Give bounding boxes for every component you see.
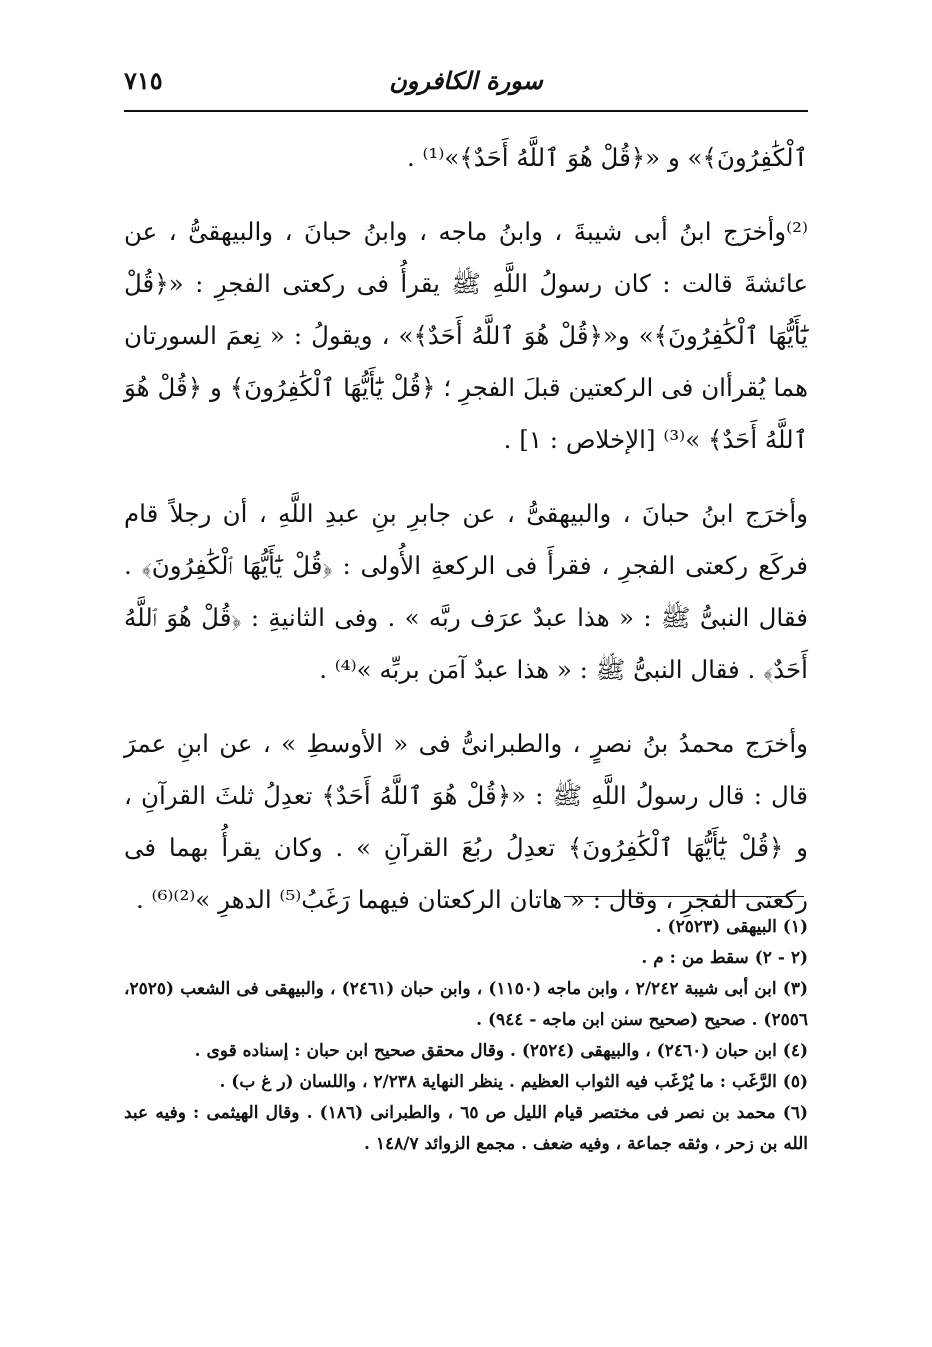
paragraph-3: وأخرَج ابنُ حبانَ ، والبيهقىُّ ، عن جابرِ بنِ عبدِ اللَّهِ ، أن رجلاً قام فركَع ركعتى الفجرِ ، فقرأَ فى الركعةِ الأُولى : ﴿قُلْ يَٰٓأَيُّهَا ٱلْكَٰفِرُونَ﴾ . فقال النبىُّ ﷺ : « هذا عبدٌ عرَف ربَّه » . وفى الثانيةِ : ﴿قُلْ هُوَ ٱللَّهُ أَحَدٌ﴾ . فقال النبىُّ ﷺ : « هذا عبدٌ آمَن بربِّه »⁽⁴⁾ . xyxy=(124,499,808,684)
paragraph-4: وأخرَج محمدُ بنُ نصرٍ ، والطبرانىُّ فى « الأوسطِ » ، عن ابنِ عمرَ قال : قال رسولُ اللَّهِ ﷺ : «﴿قُلْ هُوَ ٱللَّهُ أَحَدٌ﴾ تعدِلُ ثلثَ القرآنِ ، و ﴿قُلْ يَٰٓأَيُّهَا ٱلْكَٰفِرُونَ﴾ تعدِلُ ربُعَ القرآنِ » . وكان يقرأُ بهما فى ركعتى الفجرِ ، وقال : « هاتان الركعتان فيهما رَغَبُ⁽⁵⁾ الدهرِ »⁽²⁾⁽⁶⁾ . xyxy=(124,729,808,914)
footnote-3: (٣) ابن أبى شيبة ٢/٢٤٢ ، وابن ماجه (١١٥٠) ، وابن حبان (٢٤٦١) ، والبيهقى فى الشعب (٢٥٢٥، ٢٥٥٦) . صحيح (صحيح سنن ابن ماجه - ٩٤٤) . xyxy=(124,979,809,1030)
footnotes xyxy=(124,912,808,1160)
footnote-5: (٥) الرَّغَب : ما يُرْغَب فيه الثواب العظيم . ينظر النهاية ٢/٢٣٨ ، واللسان (ر غ ب) . xyxy=(219,1072,808,1092)
header-divider xyxy=(124,110,808,112)
main-text xyxy=(124,132,808,948)
footnote-2: (٢ - ٢) سقط من : م . xyxy=(641,948,808,968)
surah-title: سورة الكافرون xyxy=(389,66,543,95)
page-number: ٧١٥ xyxy=(124,66,163,95)
footnote-4: (٤) ابن حبان (٢٤٦٠) ، والبيهقى (٢٥٢٤) . وقال محقق صحيح ابن حبان : إسناده قوى . xyxy=(194,1041,808,1061)
page-header xyxy=(124,62,808,106)
paragraph-2: ⁽²⁾وأخرَج ابنُ أبى شيبةَ ، وابنُ ماجه ، وابنُ حبانَ ، والبيهقىُّ ، عن عائشةَ قالت : كان رسولُ اللَّهِ ﷺ يقرأُ فى ركعتى الفجرِ : «﴿قُلْ يَٰٓأَيُّهَا ٱلْكَٰفِرُونَ﴾» و«﴿قُلْ هُوَ ٱللَّهُ أَحَدٌ﴾» ، ويقولُ : « نِعمَ السورتان هما يُقرأان فى الركعتين قبلَ الفجرِ ؛ ﴿قُلْ يَٰٓأَيُّهَا ٱلْكَٰفِرُونَ﴾ و ﴿قُلْ هُوَ ٱللَّهُ أَحَدٌ﴾ »⁽³⁾ [الإخلاص : ١] . xyxy=(124,217,808,454)
footnote-1: (١) البيهقى (٢٥٢٣) . xyxy=(655,917,808,937)
footnote-6: (٦) محمد بن نصر فى مختصر قيام الليل ص ٦٥ ، والطبرانى (١٨٦) . وقال الهيثمى : وفيه عبد الله بن زحر ، وثقه جماعة ، وفيه ضعف . مجمع الزوائد ١٤٨/٧ . xyxy=(124,1103,809,1154)
paragraph-1: ٱلْكَٰفِرُونَ﴾» و «﴿قُلْ هُوَ ٱللَّهُ أَحَدٌ﴾»⁽¹⁾ . xyxy=(406,143,808,172)
footnote-divider xyxy=(564,896,804,897)
